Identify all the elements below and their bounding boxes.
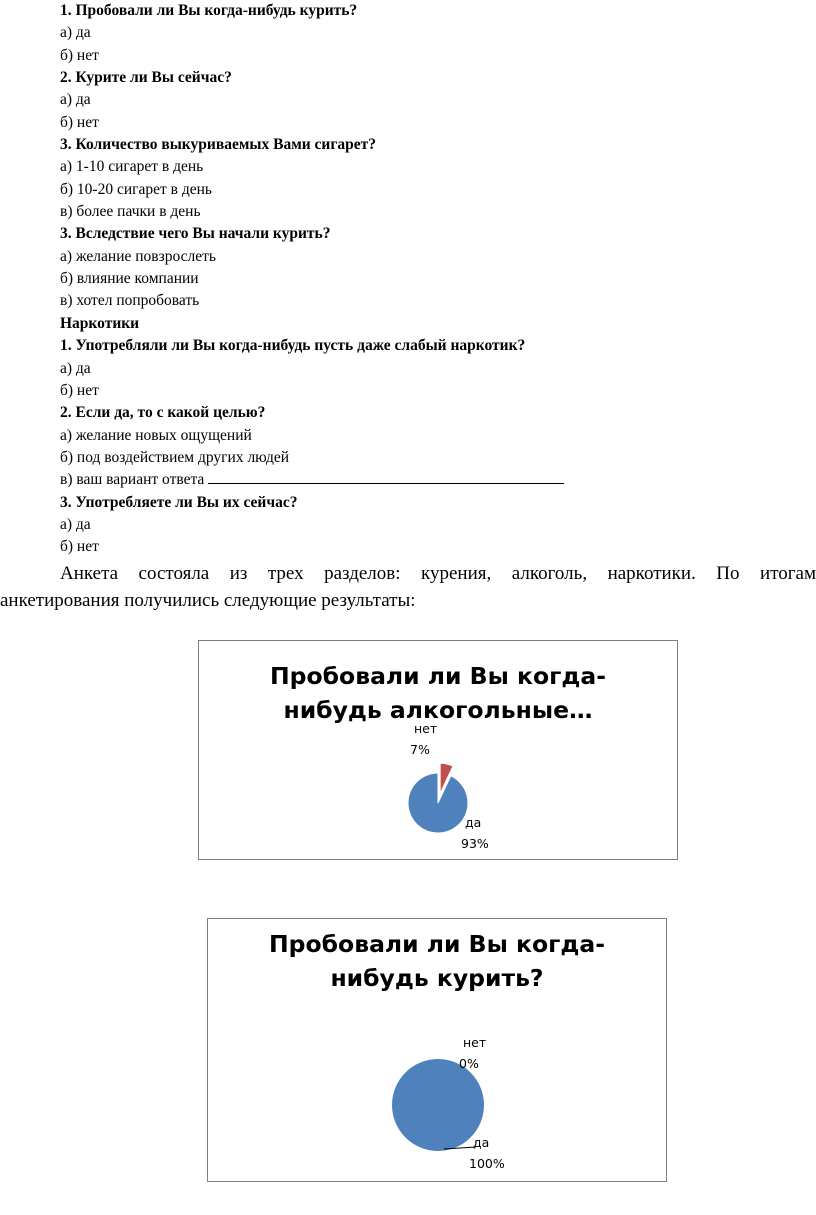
- slice-label-name: нет: [463, 1035, 487, 1050]
- answer-option: [60, 179, 780, 201]
- answer-option: [60, 246, 780, 268]
- answer-option: [60, 380, 780, 402]
- question-heading: [60, 313, 780, 335]
- line-text: а) желание повзрослеть: [60, 247, 216, 265]
- answer-option: [60, 536, 780, 558]
- survey-questionnaire: [60, 0, 780, 559]
- slice-label-name: нет: [414, 721, 438, 736]
- answer-option: [60, 290, 780, 312]
- question-heading: [60, 335, 780, 357]
- pie-slice-да: [392, 1059, 484, 1151]
- line-text: б) нет: [60, 46, 99, 64]
- paragraph-line-1: Анкета состояла из трех разделов: курения, алкоголь, наркотики. По итогам: [60, 563, 816, 584]
- line-text: в) ваш вариант ответа: [60, 471, 209, 489]
- answer-option: [60, 447, 780, 469]
- line-text: а) 1-10 сигарет в день: [60, 158, 204, 176]
- slice-label-name: да: [473, 1135, 490, 1150]
- answer-option: [60, 112, 780, 134]
- answer-option: [60, 89, 780, 111]
- chart-title-line-2: нибудь алкогольные…: [283, 696, 593, 724]
- question-heading: [60, 67, 780, 89]
- smoking-pie-chart: [207, 918, 667, 1182]
- alcohol-pie-chart: [198, 640, 678, 860]
- line-text: 3. Вследствие чего Вы начали курить?: [60, 225, 331, 243]
- slice-label-percent: 93%: [461, 836, 489, 851]
- question-heading: [60, 492, 780, 514]
- answer-option: [60, 268, 780, 290]
- line-text: б) под воздействием других людей: [60, 448, 290, 466]
- line-text: б) 10-20 сигарет в день: [60, 180, 212, 198]
- line-text: б) нет: [60, 381, 99, 399]
- line-text: в) более пачки в день: [60, 203, 201, 221]
- line-text: а) желание новых ощущений: [60, 426, 252, 444]
- paragraph-line-2: анкетирования получились следующие результаты:: [0, 590, 416, 611]
- line-text: а) да: [60, 24, 91, 42]
- line-text: 1. Пробовали ли Вы когда-нибудь курить?: [60, 2, 358, 19]
- answer-option: [60, 425, 780, 447]
- answer-option: [60, 514, 780, 536]
- results-paragraph: [0, 560, 816, 614]
- line-text: б) нет: [60, 113, 99, 131]
- pie-plot: [199, 641, 677, 859]
- question-heading: [60, 134, 780, 156]
- line-text: б) влияние компании: [60, 270, 199, 288]
- slice-label-name: да: [465, 815, 482, 830]
- chart-title-line-1: Пробовали ли Вы когда-: [270, 662, 606, 690]
- pie-slice-да: [408, 773, 468, 833]
- answer-option: [60, 156, 780, 178]
- line-text: а) да: [60, 91, 91, 109]
- chart-title-line-1: Пробовали ли Вы когда-: [269, 930, 605, 958]
- line-text: а) да: [60, 515, 91, 533]
- line-text: Наркотики: [60, 314, 140, 332]
- line-text: 1. Употребляли ли Вы когда-нибудь пусть даже слабый наркотик?: [60, 337, 526, 355]
- answer-blank-line: [208, 469, 564, 484]
- slice-label-percent: 0%: [459, 1056, 479, 1071]
- pie-plot: [208, 919, 666, 1181]
- answer-option: [60, 201, 780, 223]
- question-heading: [60, 0, 780, 22]
- chart-title-line-2: нибудь курить?: [330, 964, 544, 992]
- line-text: б) нет: [60, 538, 99, 556]
- answer-option: [60, 45, 780, 67]
- question-heading: [60, 223, 780, 245]
- question-heading: [60, 402, 780, 424]
- slice-label-percent: 7%: [410, 742, 430, 757]
- answer-option: [60, 22, 780, 44]
- line-text: 3. Употребляете ли Вы их сейчас?: [60, 493, 298, 511]
- line-text: 2. Если да, то с какой целью?: [60, 404, 266, 422]
- slice-label-percent: 100%: [469, 1156, 505, 1171]
- answer-option: [60, 469, 780, 491]
- line-text: а) да: [60, 359, 91, 377]
- line-text: 2. Курите ли Вы сейчас?: [60, 69, 232, 87]
- line-text: 3. Количество выкуриваемых Вами сигарет?: [60, 136, 377, 154]
- answer-option: [60, 358, 780, 380]
- line-text: в) хотел попробовать: [60, 292, 200, 310]
